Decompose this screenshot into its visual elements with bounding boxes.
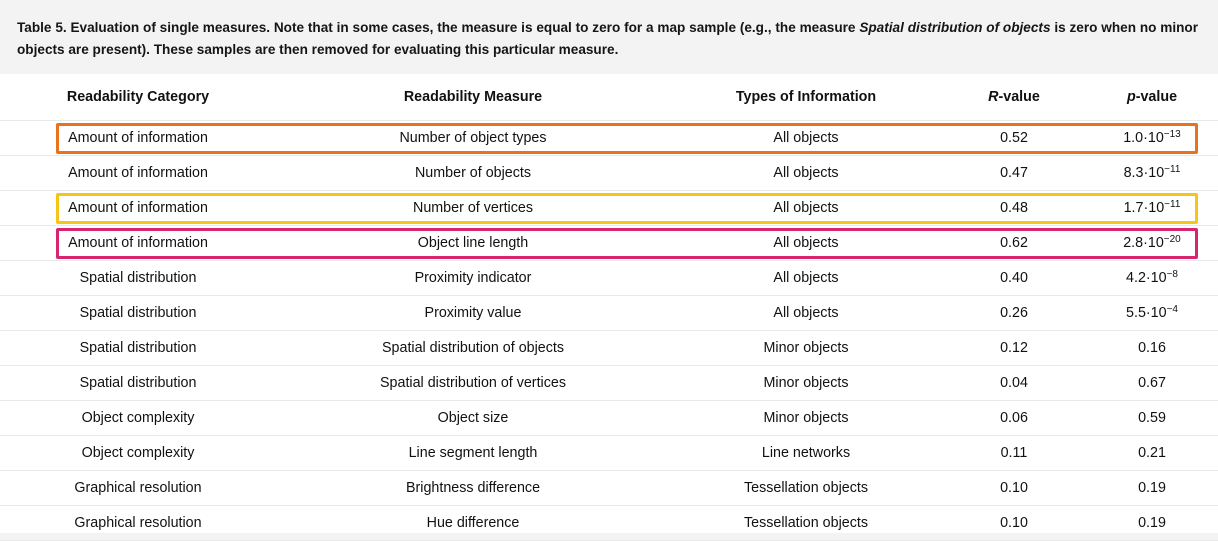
p-value-base: 8.3·10: [1123, 165, 1165, 181]
table-row: [0, 436, 1218, 471]
cell-r-value: 0.10: [942, 506, 1086, 541]
p-value-exponent: −13: [1163, 129, 1181, 140]
table-row: [0, 191, 1218, 226]
cell-category: Spatial distribution: [0, 366, 276, 401]
cell-category: Spatial distribution: [0, 261, 276, 296]
cell-r-value: 0.62: [942, 226, 1086, 261]
evaluation-table: [0, 74, 1218, 541]
cell-types: Tessellation objects: [670, 471, 942, 506]
cell-category: Graphical resolution: [0, 506, 276, 541]
p-value-base: 0.19: [1138, 515, 1166, 531]
p-value-base: 4.2·10: [1126, 270, 1167, 286]
cell-measure: Proximity indicator: [276, 261, 670, 296]
cell-types: Minor objects: [670, 366, 942, 401]
cell-measure: Brightness difference: [276, 471, 670, 506]
cell-p-value: [1086, 436, 1218, 471]
cell-types: All objects: [670, 191, 942, 226]
cell-category: Object complexity: [0, 436, 276, 471]
p-value-base: 1.7·10: [1123, 200, 1165, 216]
p-value-exponent: −20: [1163, 234, 1181, 245]
cell-measure: Number of objects: [276, 156, 670, 191]
cell-p-value: [1086, 156, 1218, 191]
cell-measure: Hue difference: [276, 506, 670, 541]
table-row: [0, 296, 1218, 331]
table-row: [0, 471, 1218, 506]
bottom-strip: [0, 533, 1218, 540]
header-types: Types of Information: [670, 74, 942, 121]
cell-r-value: 0.12: [942, 331, 1086, 366]
cell-r-value: 0.40: [942, 261, 1086, 296]
cell-measure: Line segment length: [276, 436, 670, 471]
cell-category: Amount of information: [0, 191, 276, 226]
table-body: [0, 121, 1218, 541]
cell-p-value: [1086, 296, 1218, 331]
cell-category: Amount of information: [0, 156, 276, 191]
cell-category: Object complexity: [0, 401, 276, 436]
table-row: [0, 261, 1218, 296]
p-value-base: 0.21: [1138, 445, 1166, 461]
cell-p-value: [1086, 331, 1218, 366]
table-row: [0, 366, 1218, 401]
header-r-rest: -value: [998, 89, 1040, 105]
cell-measure: Spatial distribution of vertices: [276, 366, 670, 401]
cell-types: Tessellation objects: [670, 506, 942, 541]
header-category: Readability Category: [0, 74, 276, 121]
table-row: [0, 156, 1218, 191]
cell-types: Line networks: [670, 436, 942, 471]
cell-types: All objects: [670, 121, 942, 156]
header-measure: Readability Measure: [276, 74, 670, 121]
cell-r-value: 0.06: [942, 401, 1086, 436]
cell-p-value: [1086, 366, 1218, 401]
p-value-base: 1.0·10: [1123, 130, 1164, 146]
cell-r-value: 0.52: [942, 121, 1086, 156]
table-row: [0, 401, 1218, 436]
cell-types: Minor objects: [670, 331, 942, 366]
p-value-base: 2.8·10: [1123, 235, 1164, 251]
cell-category: Amount of information: [0, 121, 276, 156]
p-value-exponent: −11: [1164, 164, 1181, 175]
caption-text-1: Table 5. Evaluation of single measures. Note that in some cases, the measure is equal to zero for a map sample (e.g., the measure: [17, 20, 860, 35]
cell-measure: Object line length: [276, 226, 670, 261]
cell-measure: Object size: [276, 401, 670, 436]
cell-measure: Number of object types: [276, 121, 670, 156]
cell-p-value: [1086, 261, 1218, 296]
header-r-value: [942, 74, 1086, 121]
p-value-base: 5.5·10: [1126, 305, 1167, 321]
cell-category: Spatial distribution: [0, 331, 276, 366]
cell-r-value: 0.11: [942, 436, 1086, 471]
p-value-base: 0.59: [1138, 410, 1166, 426]
cell-category: Amount of information: [0, 226, 276, 261]
cell-p-value: [1086, 226, 1218, 261]
cell-p-value: [1086, 401, 1218, 436]
cell-r-value: 0.26: [942, 296, 1086, 331]
cell-p-value: [1086, 121, 1218, 156]
cell-p-value: [1086, 191, 1218, 226]
cell-measure: Proximity value: [276, 296, 670, 331]
p-value-exponent: −8: [1166, 269, 1178, 280]
cell-r-value: 0.04: [942, 366, 1086, 401]
cell-measure: Number of vertices: [276, 191, 670, 226]
cell-p-value: [1086, 471, 1218, 506]
p-value-base: 0.16: [1138, 340, 1166, 356]
cell-r-value: 0.48: [942, 191, 1086, 226]
cell-measure: Spatial distribution of objects: [276, 331, 670, 366]
p-value-exponent: −11: [1164, 199, 1181, 210]
table-row: [0, 121, 1218, 156]
caption-text-2: is zero when no minor objects are present). These samples are then removed for evaluating this particular measure.: [17, 20, 1199, 57]
p-value-exponent: −4: [1166, 304, 1178, 315]
cell-r-value: 0.10: [942, 471, 1086, 506]
header-r-italic: R: [988, 89, 999, 105]
caption-italic-term: Spatial distribution of objects: [859, 20, 1051, 35]
table-caption: [0, 0, 1218, 74]
cell-category: Spatial distribution: [0, 296, 276, 331]
cell-types: Minor objects: [670, 401, 942, 436]
cell-types: All objects: [670, 226, 942, 261]
table-row: [0, 331, 1218, 366]
cell-r-value: 0.47: [942, 156, 1086, 191]
table-row: [0, 226, 1218, 261]
p-value-base: 0.19: [1138, 480, 1166, 496]
cell-types: All objects: [670, 296, 942, 331]
header-row: [0, 74, 1218, 121]
p-value-base: 0.67: [1138, 375, 1166, 391]
header-p-italic: p: [1126, 89, 1136, 105]
header-p-rest: -value: [1135, 89, 1178, 105]
cell-category: Graphical resolution: [0, 471, 276, 506]
cell-types: All objects: [670, 156, 942, 191]
header-p-value: [1086, 74, 1218, 121]
cell-types: All objects: [670, 261, 942, 296]
